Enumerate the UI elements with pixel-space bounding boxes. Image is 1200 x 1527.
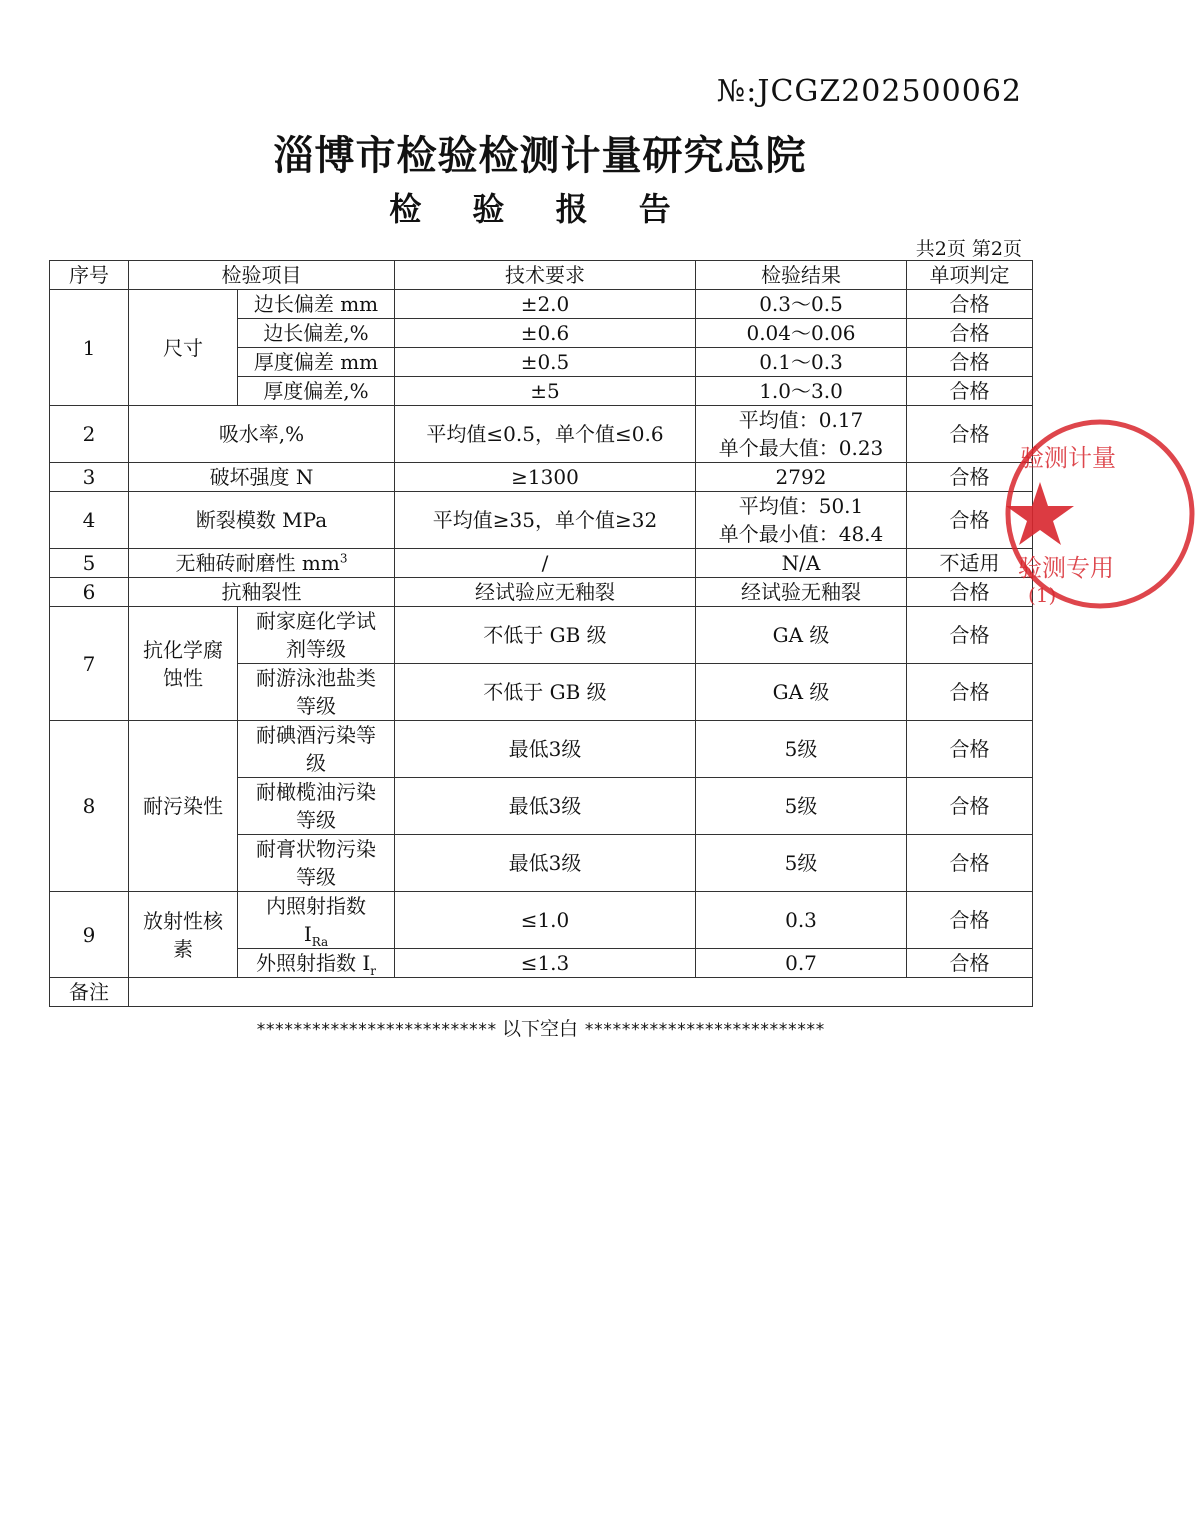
item-line: 内照射指数 <box>266 894 366 918</box>
judgment-cell: 合格 <box>907 721 1033 778</box>
header-seq: 序号 <box>50 261 129 290</box>
seq-cell: 5 <box>50 549 129 578</box>
item-line: 剂等级 <box>286 637 346 661</box>
category-line: 素 <box>173 936 193 961</box>
result-line: 单个最大值：0.23 <box>718 436 884 460</box>
organization-title: 淄博市检验检测计量研究总院 <box>273 133 807 179</box>
requirement-cell: 不低于 GB 级 <box>395 664 696 721</box>
judgment-cell: 合格 <box>907 949 1033 978</box>
result-cell: 0.04～0.06 <box>696 319 907 348</box>
table-row <box>50 463 1033 492</box>
table-row <box>50 406 1033 463</box>
item-line: 耐橄榄油污染 <box>256 780 376 804</box>
inspection-table <box>49 260 1033 1007</box>
requirement-cell: 经试验应无釉裂 <box>395 578 696 607</box>
report-number: №:JCGZ202500062 <box>716 74 1022 109</box>
item-cell <box>238 778 395 835</box>
judgment-cell: 合格 <box>907 406 1033 463</box>
item-superscript: 3 <box>339 551 348 566</box>
item-line: 级 <box>306 751 326 775</box>
seq-cell: 2 <box>50 406 129 463</box>
stars-right: ************************** <box>584 1020 825 1040</box>
seal-number: (1) <box>1028 583 1057 607</box>
remarks-value <box>129 978 1033 1007</box>
judgment-cell: 合格 <box>907 835 1033 892</box>
result-cell: 1.0～3.0 <box>696 377 907 406</box>
category-cell: 尺寸 <box>129 290 238 406</box>
requirement-cell: 不低于 GB 级 <box>395 607 696 664</box>
item-line: 耐膏状物污染 <box>256 837 376 861</box>
requirement-cell: 平均值≤0.5，单个值≤0.6 <box>395 406 696 463</box>
judgment-cell: 合格 <box>907 348 1033 377</box>
item-subscript: r <box>370 964 376 978</box>
category-cell <box>129 607 238 721</box>
item-symbol: I <box>303 922 312 946</box>
result-line: 单个最小值：48.4 <box>718 522 884 546</box>
requirement-cell: ≥1300 <box>395 463 696 492</box>
result-cell: 0.1～0.3 <box>696 348 907 377</box>
blank-below-text: 以下空白 <box>501 1018 578 1040</box>
result-cell: 经试验无釉裂 <box>696 578 907 607</box>
result-cell: 5级 <box>696 721 907 778</box>
seq-cell: 7 <box>50 607 129 721</box>
requirement-cell: ±5 <box>395 377 696 406</box>
page-info: 共2页 第2页 <box>915 238 1022 260</box>
result-cell: 0.3～0.5 <box>696 290 907 319</box>
seal-text-top: 验测计量 <box>1020 444 1116 472</box>
requirement-cell: 最低3级 <box>395 778 696 835</box>
requirement-cell: ≤1.0 <box>395 892 696 949</box>
header-requirement: 技术要求 <box>395 261 696 290</box>
result-cell <box>696 406 907 463</box>
item-cell <box>238 949 395 978</box>
seq-cell: 9 <box>50 892 129 978</box>
stars-left: ************************** <box>255 1020 496 1040</box>
header-result: 检验结果 <box>696 261 907 290</box>
result-line: 平均值：50.1 <box>738 494 864 518</box>
item-subscript: Ra <box>311 935 329 949</box>
seq-cell: 8 <box>50 721 129 892</box>
item-cell <box>238 607 395 664</box>
header-item: 检验项目 <box>129 261 395 290</box>
requirement-cell: ±0.6 <box>395 319 696 348</box>
table-header-row <box>50 261 1033 290</box>
judgment-cell: 合格 <box>907 319 1033 348</box>
result-cell: 0.3 <box>696 892 907 949</box>
item-cell <box>238 892 395 949</box>
item-line: 等级 <box>296 865 336 889</box>
judgment-cell: 合格 <box>907 463 1033 492</box>
table-row <box>50 721 1033 778</box>
item-line <box>242 920 390 948</box>
seq-cell: 4 <box>50 492 129 549</box>
judgment-cell: 合格 <box>907 778 1033 835</box>
item-cell: 破坏强度 N <box>129 463 395 492</box>
requirement-cell: ±0.5 <box>395 348 696 377</box>
item-text: 无釉砖耐磨性 mm <box>175 551 340 575</box>
item-line: 耐碘酒污染等 <box>256 723 376 747</box>
judgment-cell: 合格 <box>907 892 1033 949</box>
item-cell: 厚度偏差 mm <box>238 348 395 377</box>
item-line: 耐游泳池盐类 <box>256 666 376 690</box>
judgment-cell: 合格 <box>907 664 1033 721</box>
item-cell: 断裂模数 MPa <box>129 492 395 549</box>
category-cell <box>129 892 238 978</box>
requirement-cell: ±2.0 <box>395 290 696 319</box>
item-cell <box>238 664 395 721</box>
item-cell <box>238 721 395 778</box>
requirement-cell: 平均值≥35，单个值≥32 <box>395 492 696 549</box>
seq-cell: 3 <box>50 463 129 492</box>
result-cell: 0.7 <box>696 949 907 978</box>
judgment-cell: 不适用 <box>907 549 1033 578</box>
table-row <box>50 549 1033 578</box>
item-cell: 吸水率,% <box>129 406 395 463</box>
result-cell: 2792 <box>696 463 907 492</box>
item-cell <box>129 549 395 578</box>
table-row <box>50 578 1033 607</box>
seq-cell: 1 <box>50 290 129 406</box>
category-line: 蚀性 <box>163 665 203 690</box>
judgment-cell: 合格 <box>907 607 1033 664</box>
table-row <box>50 492 1033 549</box>
category-line: 抗化学腐 <box>143 637 223 662</box>
item-cell <box>238 835 395 892</box>
judgment-cell: 合格 <box>907 578 1033 607</box>
judgment-cell: 合格 <box>907 492 1033 549</box>
report-title: 检 验 报 告 <box>389 190 691 228</box>
result-cell: 5级 <box>696 778 907 835</box>
result-cell: N/A <box>696 549 907 578</box>
item-cell: 厚度偏差,% <box>238 377 395 406</box>
item-line: 等级 <box>296 808 336 832</box>
requirement-cell: / <box>395 549 696 578</box>
category-cell: 耐污染性 <box>129 721 238 892</box>
item-line: 等级 <box>296 694 336 718</box>
official-seal-stamp <box>1000 414 1200 614</box>
header-judgment: 单项判定 <box>907 261 1033 290</box>
category-line: 放射性核 <box>143 908 223 933</box>
item-cell: 边长偏差 mm <box>238 290 395 319</box>
item-line: 耐家庭化学试 <box>256 609 376 633</box>
result-line: 平均值：0.17 <box>738 408 864 432</box>
item-cell: 边长偏差,% <box>238 319 395 348</box>
requirement-cell: 最低3级 <box>395 835 696 892</box>
requirement-cell: 最低3级 <box>395 721 696 778</box>
table-row <box>50 607 1033 664</box>
seal-star-icon <box>1006 482 1074 545</box>
seq-cell: 6 <box>50 578 129 607</box>
table-row <box>50 892 1033 949</box>
item-text: 外照射指数 I <box>255 951 371 975</box>
judgment-cell: 合格 <box>907 377 1033 406</box>
result-cell <box>696 492 907 549</box>
result-cell: GA 级 <box>696 607 907 664</box>
requirement-cell: ≤1.3 <box>395 949 696 978</box>
judgment-cell: 合格 <box>907 290 1033 319</box>
remarks-row <box>50 978 1033 1007</box>
remarks-label: 备注 <box>50 978 129 1007</box>
result-cell: GA 级 <box>696 664 907 721</box>
blank-below-line <box>0 1014 1080 1041</box>
table-row <box>50 290 1033 319</box>
item-cell: 抗釉裂性 <box>129 578 395 607</box>
seal-text-bottom: 验测专用 <box>1018 554 1114 582</box>
result-cell: 5级 <box>696 835 907 892</box>
